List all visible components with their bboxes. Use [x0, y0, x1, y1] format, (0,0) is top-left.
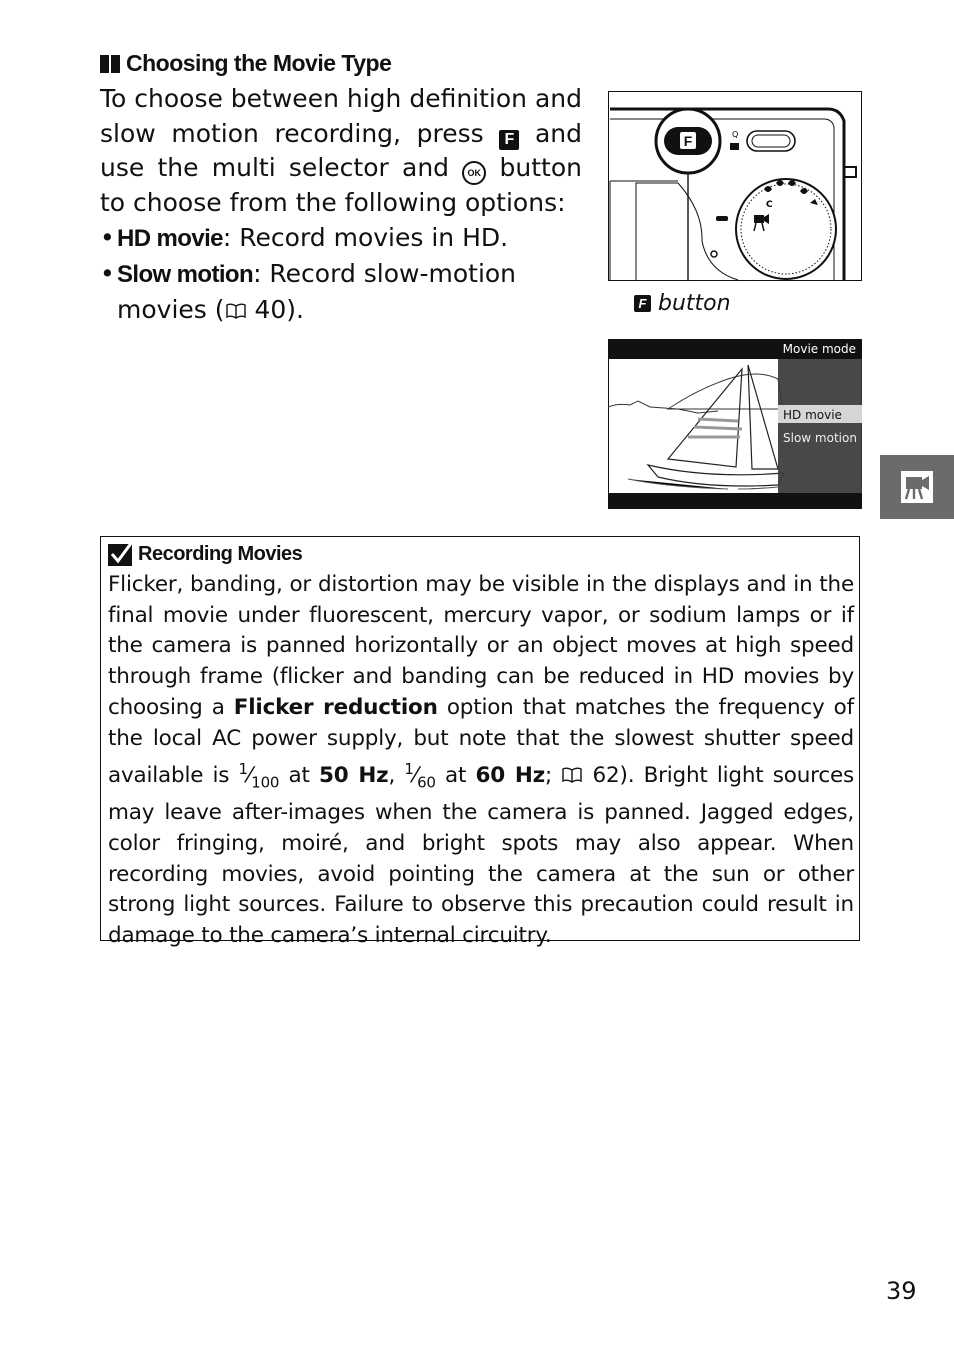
f-button-icon: F [499, 130, 519, 150]
camera-top-illustration [608, 91, 862, 281]
intro-text-3: button to choose from the following options: [100, 153, 583, 217]
screen-menu-title: Movie mode [782, 342, 856, 356]
recording-movies-note [100, 536, 860, 949]
screen-menu-item-hd-movie: HD movie [783, 408, 842, 422]
book-reference-icon [561, 767, 583, 783]
section-title [100, 50, 391, 77]
page-number: 39 [886, 1277, 917, 1305]
option-hd-movie [100, 220, 582, 256]
f-button-icon: F [634, 295, 651, 312]
intro-paragraph [100, 82, 582, 220]
note-body: Flicker, banding, or distortion may be visible in the displays and in the final movie under fluorescent, mercury vapor, or sodium lamps or if the camera is panned horizontally or an object moves at high speed through frame (flicker and banding can be reduced in HD movies by choosing a Flicker reduction option that matches the frequency of the local AC power supply, but note that the slowest shutter speed available is $^1⁄_{100}$ at 50 Hz, $^1⁄_{60}$ at 60 Hz; 62). Bright light sources may leave after-images when the camera is panned. Jagged edges, color fringing, moiré, and bright spots may also appear. When recording movies, avoid pointing the camera at the sun or other strong light sources. Failure to observe this precaution could result in damage to the camera’s internal circuitry. [108, 572, 854, 949]
option-end: ). [286, 295, 304, 324]
option-desc: : Record movies in HD. [222, 223, 509, 252]
checkmark-icon [108, 542, 134, 566]
options-list [100, 220, 582, 327]
screen-menu-item-slow-motion: Slow motion [783, 431, 857, 445]
section-title-text: Choosing the Movie Type [126, 50, 392, 76]
flicker-reduction-term: Flicker reduction [233, 694, 438, 720]
caption-text: button [658, 291, 731, 316]
option-slow-motion [100, 256, 582, 327]
movie-chapter-tab[interactable] [880, 455, 954, 519]
note-title [108, 542, 302, 566]
page-reference[interactable]: 40 [254, 295, 287, 324]
ok-button-icon: OK [462, 161, 486, 185]
svg-text:C: C [766, 200, 773, 210]
option-term: HD movie [117, 225, 223, 252]
note-title-text: Recording Movies [138, 542, 303, 565]
f-button-label: F [683, 133, 693, 149]
book-reference-icon [225, 303, 247, 319]
svg-text:Q: Q [732, 130, 739, 139]
camera-figure-caption [634, 291, 731, 316]
intro-text-1: To choose between high definition and slow motion recording, press [100, 84, 582, 148]
page-reference[interactable]: 62 [592, 763, 620, 789]
intro-text-2: and use the multi selector and [100, 118, 583, 182]
option-desc: : Record slow-motion movies ( [117, 259, 517, 324]
movie-camera-icon [899, 469, 935, 505]
movie-mode-screen [608, 339, 862, 509]
option-term: Slow motion [117, 261, 254, 288]
section-marker-icon [100, 55, 122, 73]
